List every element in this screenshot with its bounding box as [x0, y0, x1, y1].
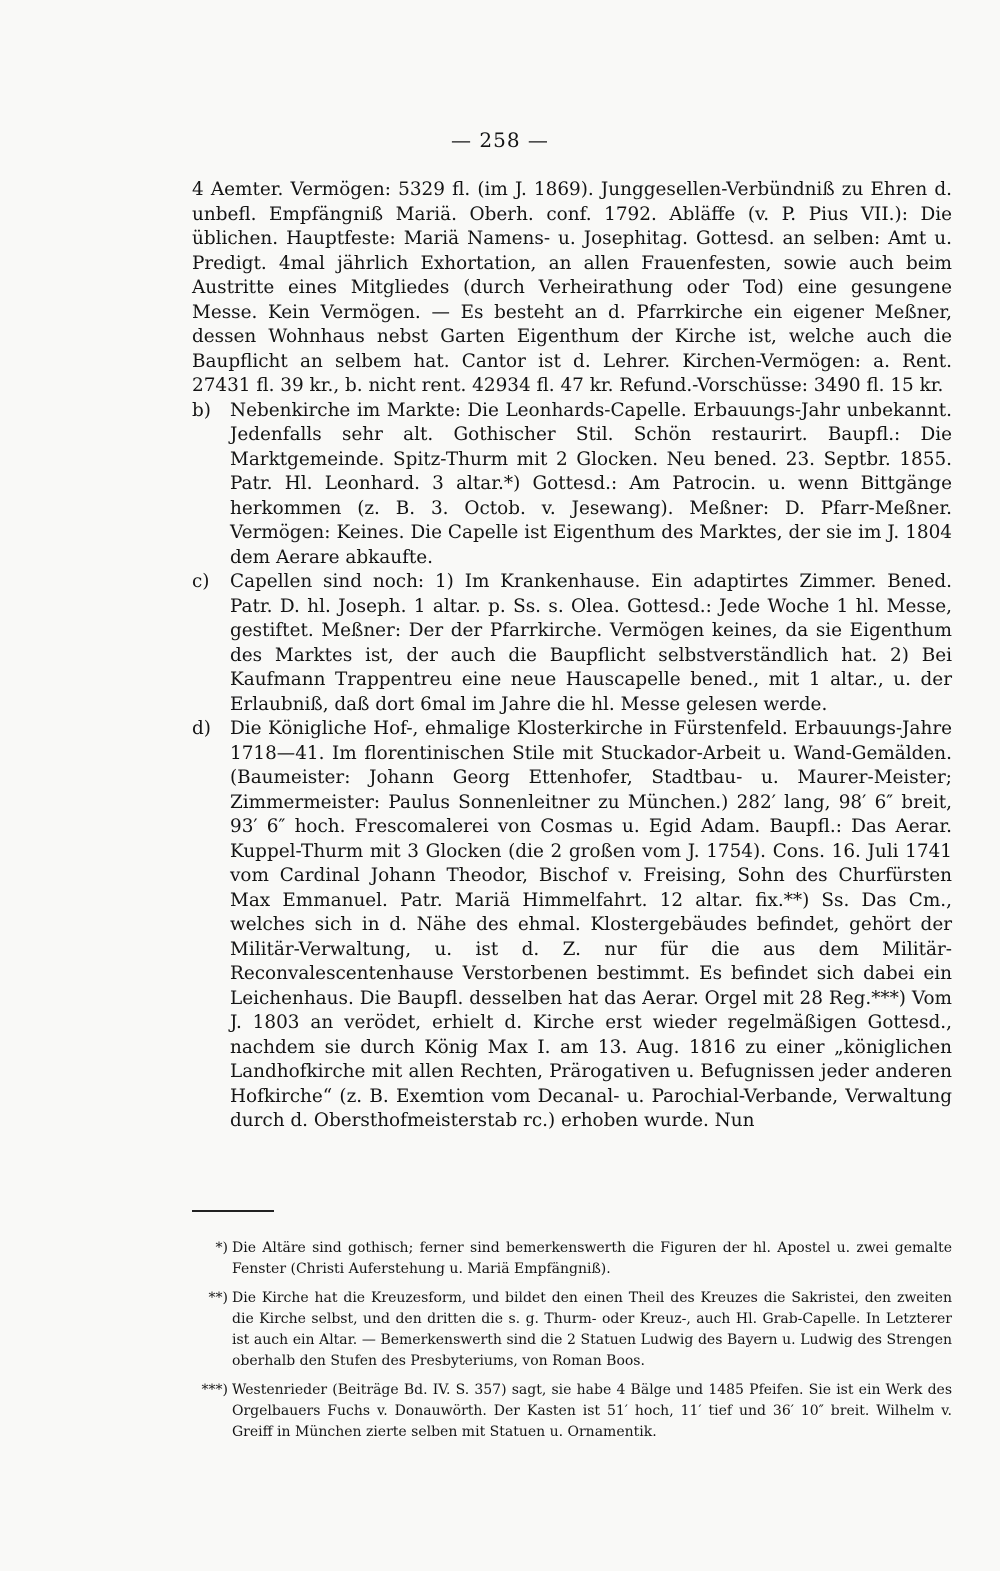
footnote-mark: *): [215, 1240, 228, 1256]
footnote: [192, 1380, 952, 1443]
footnote-text: Die Altäre sind gothisch; ferner sind bemerkenswerth die Figuren der hl. Apostel u. zwei gemalte Fenster (Christi Auferstehung u. Mariä Empfängniß).: [232, 1240, 952, 1277]
footnote-mark: **): [208, 1290, 228, 1306]
footnote: [192, 1238, 952, 1280]
page-number: — 258 —: [451, 128, 549, 152]
footnote: [192, 1288, 952, 1372]
footnote-text: Westenrieder (Beiträge Bd. IV. S. 357) sagt, sie habe 4 Bälge und 1485 Pfeifen. Sie ist ein Werk des Orgelbauers Fuchs v. Donauwörth. Der Kasten ist 51′ hoch, 11′ tief und 36′ 10″ breit. Wilhelm v. Greiff in München zierte selben mit Statuen u. Ornamentik.: [232, 1382, 952, 1440]
section-text: Nebenkirche im Markte: Die Leonhards-Capelle. Erbauungs-Jahr unbekannt. Jedenfalls sehr alt. Gothischer Stil. Schön restaurirt. Baupfl.: Die Marktgemeinde. Spitz-Thurm mit 2 Glocken. Neu bened. 23. Septbr. 1855. Patr. Hl. Leonhard. 3 altar.*) Gottesd.: Am Patrocin. u. wenn Bittgänge herkommen (z. B. 3. Octob. v. Jesewang). Meßner: D. Pfarr-Meßner. Vermögen: Keines. Die Capelle ist Eigenthum des Marktes, der sie im J. 1804 dem Aerare abkaufte.: [230, 399, 952, 568]
section-text: Die Königliche Hof-, ehmalige Klosterkirche in Fürstenfeld. Erbauungs-Jahre 1718—41. Im florentinischen Stile mit Stuckador-Arbeit u. Wand-Gemälden. (Baumeister: Johann Georg Ettenhofer, Stadtbau- u. Maurer-Meister; Zimmermeister: Paulus Sonnenleitner zu München.) 282′ lang, 98′ 6″ breit, 93′ 6″ hoch. Frescomalerei von Cosmas u. Egid Adam. Baupfl.: Das Aerar. Kuppel-Thurm mit 3 Glocken (die 2 großen vom J. 1754). Cons. 16. Juli 1741 vom Cardinal Johann Theodor, Bischof v. Freising, Sohn des Churfürsten Max Emmanuel. Patr. Mariä Himmelfahrt. 12 altar. fix.**) Ss. Das Cm., welches sich in d. Nähe des ehmal. Klostergebäudes befindet, gehört der Militär-Verwaltung, u. ist d. Z. nur für die aus dem Militär-Reconvalescentenhause Verstorbenen bestimmt. Es befindet sich dabei ein Leichenhaus. Die Baupfl. desselben hat das Aerar. Orgel mit 28 Reg.***) Vom J. 1803 an verödet, erhielt d. Kirche erst wieder regelmäßigen Gottesd., nachdem sie durch König Max I. am 13. Aug. 1816 zu einer „königlichen Landhofkirche mit allen Rechten, Prärogativen u. Befugnissen jeder anderen Hofkirche“ (z. B. Exemtion vom Decanal- u. Parochial-Verbande, Verwaltung durch d. Obersthofmeisterstab rc.) erhoben wurde. Nun: [230, 718, 952, 1131]
footnote-mark: ***): [201, 1382, 228, 1398]
footnote-text: Die Kirche hat die Kreuzesform, und bildet den einen Theil des Kreuzes die Sakristei, den zweiten die Kirche selbst, und den dritten die s. g. Thurm- oder Kreuz-, auch Hl. Grab-Capelle. In Letzterer ist auch ein Altar. — Bemerkenswerth sind die 2 Statuen Ludwig des Bayern u. Ludwig des Strengen oberhalb den Stufen des Presbyteriums, von Roman Boos.: [232, 1290, 952, 1369]
section-text: Capellen sind noch: 1) Im Krankenhause. Ein adaptirtes Zimmer. Bened. Patr. D. hl. Joseph. 1 altar. p. Ss. s. Olea. Gottesd.: Jede Woche 1 hl. Messe, gestiftet. Meßner: Der der Pfarrkirche. Vermögen keines, da sie Eigenthum des Marktes ist, der auch die Baupflicht selbstverständlich hat. 2) Bei Kaufmann Trappentreu eine neue Hauscapelle bened., mit 1 altar., u. der Erlaubniß, daß dort 6mal im Jahre die hl. Messe gelesen werde.: [230, 571, 952, 715]
section-c: [192, 570, 952, 717]
intro-paragraph: 4 Aemter. Vermögen: 5329 fl. (im J. 1869). Junggesellen-Verbündniß zu Ehren d. unbefl. Empfängniß Mariä. Oberh. conf. 1792. Abläffe (v. P. Pius VII.): Die üblichen. Hauptfeste: Mariä Namens- u. Josephitag. Gottesd. an selben: Amt u. Predigt. 4mal jährlich Exhortation, an allen Frauenfesten, sowie auch beim Austritte eines Mitgliedes (durch Verheirathung oder Tod) eine gesungene Messe. Kein Vermögen. — Es besteht an d. Pfarrkirche ein eigener Meßner, dessen Wohnhaus nebst Garten Eigenthum der Kirche ist, welche auch die Baupflicht an selbem hat. Cantor ist d. Lehrer. Kirchen-Vermögen: a. Rent. 27431 fl. 39 kr., b. nicht rent. 42934 fl. 47 kr. Refund.-Vorschüsse: 3490 fl. 15 kr.: [192, 179, 952, 396]
main-text: [192, 178, 952, 1134]
section-d: [192, 717, 952, 1134]
section-label: b): [192, 399, 211, 421]
footnote-divider: [192, 1210, 274, 1212]
section-b: [192, 399, 952, 571]
section-label: c): [192, 571, 210, 592]
footnotes: [192, 1238, 952, 1451]
section-label: d): [192, 718, 211, 739]
